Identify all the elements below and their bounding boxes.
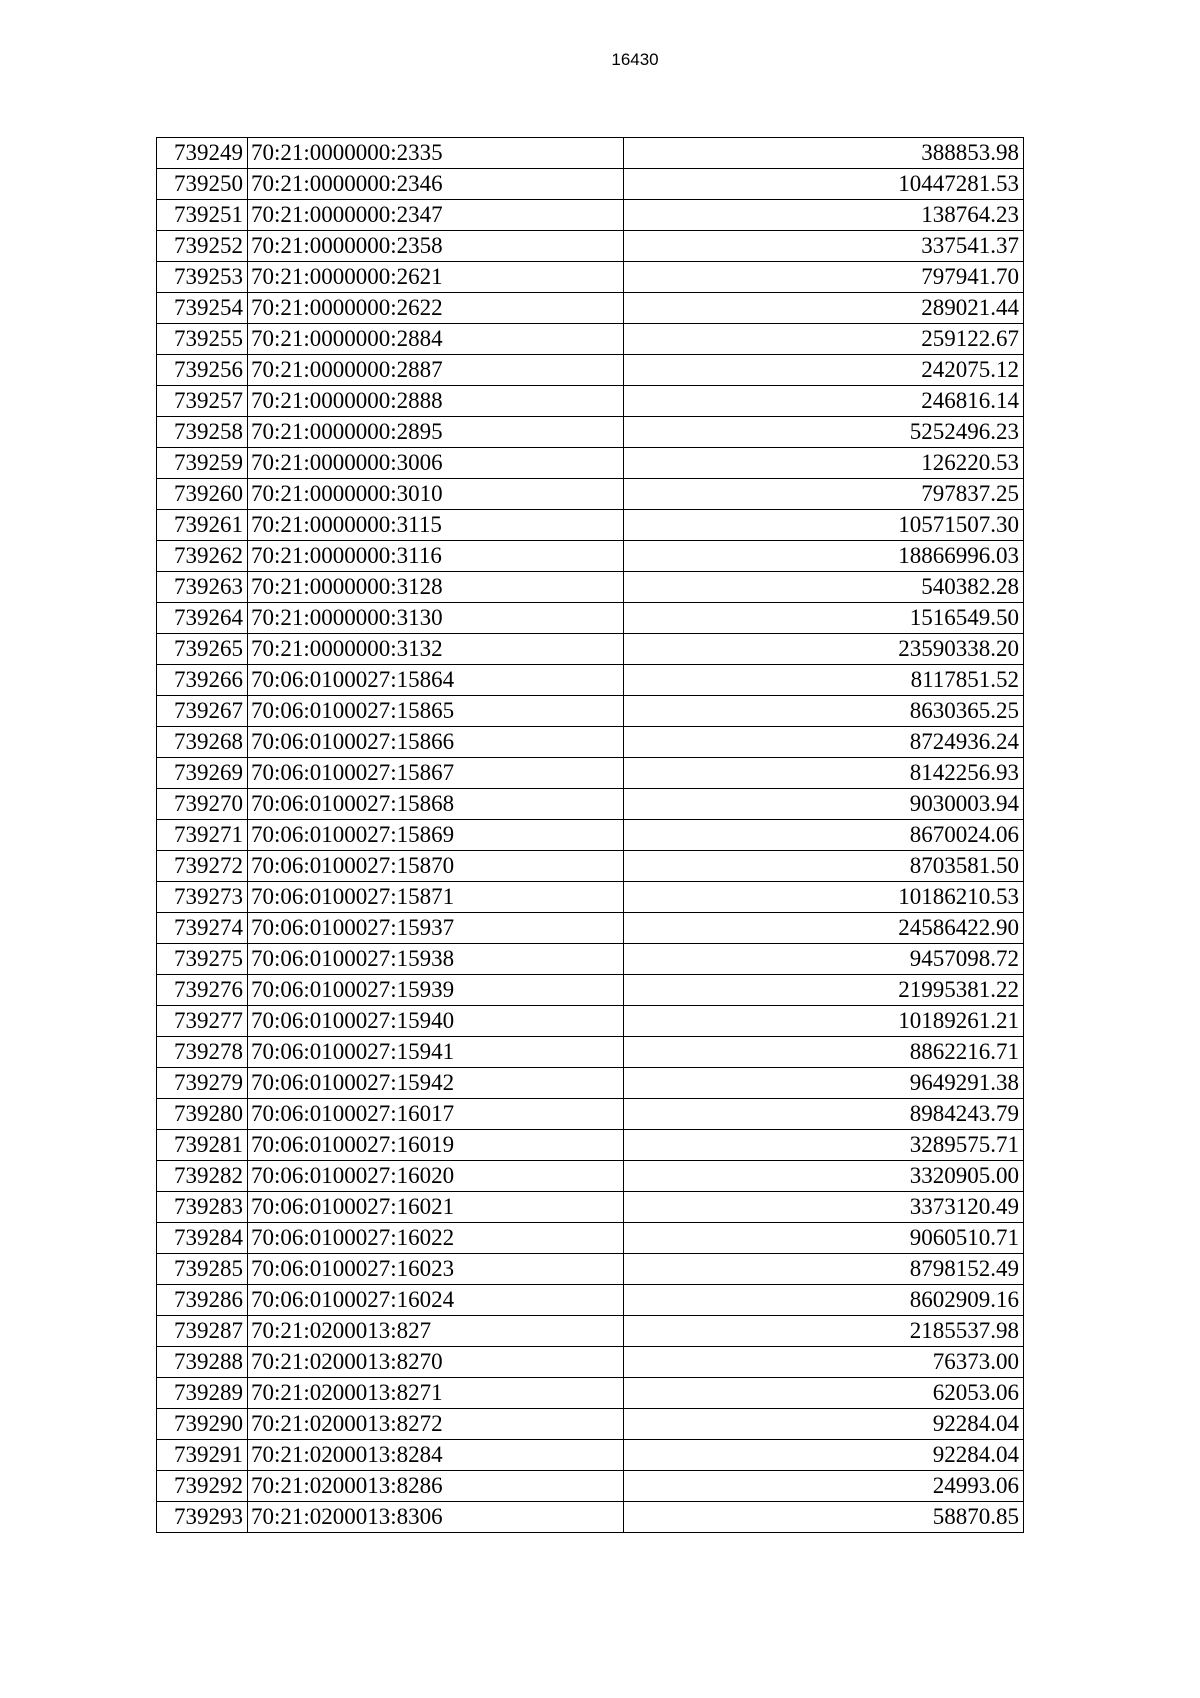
page-number: 16430 xyxy=(611,50,659,69)
table-row xyxy=(157,417,1024,448)
cadastral-value-cell: 5252496.23 xyxy=(624,417,1024,448)
table-row xyxy=(157,696,1024,727)
cadastral-value-cell: 3289575.71 xyxy=(624,1130,1024,1161)
table-row xyxy=(157,324,1024,355)
row-number-cell: 739258 xyxy=(157,417,248,448)
cadastral-value-cell: 10447281.53 xyxy=(624,169,1024,200)
cadastral-value-cell: 8630365.25 xyxy=(624,696,1024,727)
cadastral-number-cell: 70:21:0200013:8306 xyxy=(248,1502,624,1533)
table-row xyxy=(157,1347,1024,1378)
row-number-cell: 739282 xyxy=(157,1161,248,1192)
table-body xyxy=(157,138,1024,1533)
table-row xyxy=(157,1192,1024,1223)
table-row xyxy=(157,727,1024,758)
cadastral-value-cell: 10186210.53 xyxy=(624,882,1024,913)
table-row xyxy=(157,1502,1024,1533)
table-row xyxy=(157,913,1024,944)
cadastral-value-cell: 1516549.50 xyxy=(624,603,1024,634)
row-number-cell: 739257 xyxy=(157,386,248,417)
row-number-cell: 739293 xyxy=(157,1502,248,1533)
row-number-cell: 739265 xyxy=(157,634,248,665)
row-number-cell: 739286 xyxy=(157,1285,248,1316)
cadastral-value-cell: 126220.53 xyxy=(624,448,1024,479)
cadastral-number-cell: 70:06:0100027:16019 xyxy=(248,1130,624,1161)
row-number-cell: 739272 xyxy=(157,851,248,882)
cadastral-number-cell: 70:06:0100027:15868 xyxy=(248,789,624,820)
table-row xyxy=(157,882,1024,913)
cadastral-value-cell: 92284.04 xyxy=(624,1409,1024,1440)
table-row xyxy=(157,1254,1024,1285)
row-number-cell: 739280 xyxy=(157,1099,248,1130)
cadastral-value-cell: 289021.44 xyxy=(624,293,1024,324)
table-row xyxy=(157,1285,1024,1316)
table-row xyxy=(157,1316,1024,1347)
row-number-cell: 739276 xyxy=(157,975,248,1006)
cadastral-number-cell: 70:21:0000000:3132 xyxy=(248,634,624,665)
cadastral-number-cell: 70:06:0100027:15864 xyxy=(248,665,624,696)
cadastral-number-cell: 70:21:0000000:2884 xyxy=(248,324,624,355)
cadastral-number-cell: 70:21:0000000:2622 xyxy=(248,293,624,324)
cadastral-number-cell: 70:21:0200013:8271 xyxy=(248,1378,624,1409)
cadastral-value-cell: 58870.85 xyxy=(624,1502,1024,1533)
cadastral-value-cell: 388853.98 xyxy=(624,138,1024,169)
cadastral-value-cell: 10571507.30 xyxy=(624,510,1024,541)
row-number-cell: 739279 xyxy=(157,1068,248,1099)
table-row xyxy=(157,758,1024,789)
cadastral-value-cell: 8142256.93 xyxy=(624,758,1024,789)
row-number-cell: 739254 xyxy=(157,293,248,324)
cadastral-number-cell: 70:21:0200013:8270 xyxy=(248,1347,624,1378)
row-number-cell: 739264 xyxy=(157,603,248,634)
table-row xyxy=(157,1161,1024,1192)
cadastral-number-cell: 70:21:0000000:3010 xyxy=(248,479,624,510)
table-row xyxy=(157,1006,1024,1037)
cadastral-number-cell: 70:06:0100027:15941 xyxy=(248,1037,624,1068)
table-row xyxy=(157,944,1024,975)
cadastral-number-cell: 70:06:0100027:15938 xyxy=(248,944,624,975)
cadastral-value-cell: 797941.70 xyxy=(624,262,1024,293)
cadastral-value-cell: 2185537.98 xyxy=(624,1316,1024,1347)
cadastral-value-cell: 259122.67 xyxy=(624,324,1024,355)
cadastral-number-cell: 70:21:0000000:2895 xyxy=(248,417,624,448)
row-number-cell: 739262 xyxy=(157,541,248,572)
row-number-cell: 739291 xyxy=(157,1440,248,1471)
cadastral-value-cell: 8602909.16 xyxy=(624,1285,1024,1316)
cadastral-number-cell: 70:21:0000000:2888 xyxy=(248,386,624,417)
row-number-cell: 739283 xyxy=(157,1192,248,1223)
cadastral-value-cell: 8703581.50 xyxy=(624,851,1024,882)
row-number-cell: 739285 xyxy=(157,1254,248,1285)
cadastral-number-cell: 70:21:0000000:3130 xyxy=(248,603,624,634)
table-row xyxy=(157,603,1024,634)
table-row xyxy=(157,541,1024,572)
row-number-cell: 739270 xyxy=(157,789,248,820)
row-number-cell: 739273 xyxy=(157,882,248,913)
cadastral-value-cell: 3373120.49 xyxy=(624,1192,1024,1223)
table-row xyxy=(157,200,1024,231)
cadastral-number-cell: 70:21:0000000:3128 xyxy=(248,572,624,603)
row-number-cell: 739277 xyxy=(157,1006,248,1037)
cadastral-value-cell: 9457098.72 xyxy=(624,944,1024,975)
row-number-cell: 739249 xyxy=(157,138,248,169)
cadastral-number-cell: 70:21:0000000:3116 xyxy=(248,541,624,572)
cadastral-number-cell: 70:06:0100027:16020 xyxy=(248,1161,624,1192)
cadastral-value-cell: 10189261.21 xyxy=(624,1006,1024,1037)
cadastral-value-cell: 242075.12 xyxy=(624,355,1024,386)
row-number-cell: 739263 xyxy=(157,572,248,603)
row-number-cell: 739287 xyxy=(157,1316,248,1347)
row-number-cell: 739281 xyxy=(157,1130,248,1161)
row-number-cell: 739255 xyxy=(157,324,248,355)
cadastral-value-cell: 8984243.79 xyxy=(624,1099,1024,1130)
cadastral-number-cell: 70:21:0200013:8286 xyxy=(248,1471,624,1502)
table-row xyxy=(157,1130,1024,1161)
cadastral-number-cell: 70:21:0000000:2621 xyxy=(248,262,624,293)
cadastral-number-cell: 70:06:0100027:15871 xyxy=(248,882,624,913)
row-number-cell: 739250 xyxy=(157,169,248,200)
cadastral-value-cell: 8862216.71 xyxy=(624,1037,1024,1068)
row-number-cell: 739259 xyxy=(157,448,248,479)
row-number-cell: 739256 xyxy=(157,355,248,386)
row-number-cell: 739266 xyxy=(157,665,248,696)
cadastral-number-cell: 70:06:0100027:15867 xyxy=(248,758,624,789)
table-row xyxy=(157,634,1024,665)
table-row xyxy=(157,975,1024,1006)
cadastral-value-cell: 9649291.38 xyxy=(624,1068,1024,1099)
row-number-cell: 739271 xyxy=(157,820,248,851)
row-number-cell: 739251 xyxy=(157,200,248,231)
cadastral-value-cell: 9030003.94 xyxy=(624,789,1024,820)
cadastral-number-cell: 70:21:0200013:8272 xyxy=(248,1409,624,1440)
table-row xyxy=(157,169,1024,200)
row-number-cell: 739261 xyxy=(157,510,248,541)
cadastral-number-cell: 70:21:0000000:2335 xyxy=(248,138,624,169)
row-number-cell: 739278 xyxy=(157,1037,248,1068)
table-row xyxy=(157,665,1024,696)
table-row xyxy=(157,1471,1024,1502)
row-number-cell: 739260 xyxy=(157,479,248,510)
cadastral-value-cell: 9060510.71 xyxy=(624,1223,1024,1254)
cadastral-value-cell: 24993.06 xyxy=(624,1471,1024,1502)
cadastral-value-cell: 3320905.00 xyxy=(624,1161,1024,1192)
row-number-cell: 739274 xyxy=(157,913,248,944)
cadastral-value-cell: 8117851.52 xyxy=(624,665,1024,696)
table-row xyxy=(157,231,1024,262)
cadastral-value-table xyxy=(156,137,1024,1533)
row-number-cell: 739275 xyxy=(157,944,248,975)
cadastral-number-cell: 70:06:0100027:16023 xyxy=(248,1254,624,1285)
table-row xyxy=(157,1378,1024,1409)
cadastral-number-cell: 70:21:0000000:2346 xyxy=(248,169,624,200)
cadastral-number-cell: 70:06:0100027:16021 xyxy=(248,1192,624,1223)
cadastral-number-cell: 70:21:0000000:3115 xyxy=(248,510,624,541)
table-row xyxy=(157,1037,1024,1068)
cadastral-number-cell: 70:06:0100027:16017 xyxy=(248,1099,624,1130)
table-row xyxy=(157,138,1024,169)
table-row xyxy=(157,355,1024,386)
cadastral-value-cell: 18866996.03 xyxy=(624,541,1024,572)
cadastral-value-cell: 797837.25 xyxy=(624,479,1024,510)
cadastral-value-cell: 138764.23 xyxy=(624,200,1024,231)
cadastral-number-cell: 70:06:0100027:15866 xyxy=(248,727,624,758)
row-number-cell: 739290 xyxy=(157,1409,248,1440)
cadastral-number-cell: 70:21:0000000:2358 xyxy=(248,231,624,262)
cadastral-number-cell: 70:06:0100027:15865 xyxy=(248,696,624,727)
table-row xyxy=(157,293,1024,324)
table-row xyxy=(157,851,1024,882)
cadastral-number-cell: 70:06:0100027:15937 xyxy=(248,913,624,944)
cadastral-value-cell: 21995381.22 xyxy=(624,975,1024,1006)
table-row xyxy=(157,448,1024,479)
table-row xyxy=(157,1068,1024,1099)
cadastral-value-cell: 23590338.20 xyxy=(624,634,1024,665)
cadastral-value-cell: 8798152.49 xyxy=(624,1254,1024,1285)
cadastral-number-cell: 70:06:0100027:15870 xyxy=(248,851,624,882)
table-row xyxy=(157,572,1024,603)
cadastral-number-cell: 70:06:0100027:15942 xyxy=(248,1068,624,1099)
cadastral-number-cell: 70:21:0000000:2347 xyxy=(248,200,624,231)
table-row xyxy=(157,789,1024,820)
row-number-cell: 739267 xyxy=(157,696,248,727)
cadastral-value-cell: 62053.06 xyxy=(624,1378,1024,1409)
row-number-cell: 739288 xyxy=(157,1347,248,1378)
cadastral-number-cell: 70:06:0100027:16024 xyxy=(248,1285,624,1316)
table-row xyxy=(157,1409,1024,1440)
cadastral-number-cell: 70:06:0100027:16022 xyxy=(248,1223,624,1254)
table-row xyxy=(157,510,1024,541)
cadastral-value-cell: 24586422.90 xyxy=(624,913,1024,944)
table-row xyxy=(157,262,1024,293)
cadastral-value-cell: 92284.04 xyxy=(624,1440,1024,1471)
row-number-cell: 739292 xyxy=(157,1471,248,1502)
row-number-cell: 739284 xyxy=(157,1223,248,1254)
table-row xyxy=(157,1099,1024,1130)
cadastral-value-cell: 8724936.24 xyxy=(624,727,1024,758)
cadastral-number-cell: 70:06:0100027:15939 xyxy=(248,975,624,1006)
cadastral-number-cell: 70:06:0100027:15869 xyxy=(248,820,624,851)
table-row xyxy=(157,386,1024,417)
cadastral-number-cell: 70:21:0000000:3006 xyxy=(248,448,624,479)
row-number-cell: 739268 xyxy=(157,727,248,758)
row-number-cell: 739289 xyxy=(157,1378,248,1409)
cadastral-number-cell: 70:21:0200013:827 xyxy=(248,1316,624,1347)
cadastral-value-cell: 540382.28 xyxy=(624,572,1024,603)
cadastral-number-cell: 70:21:0000000:2887 xyxy=(248,355,624,386)
cadastral-number-cell: 70:21:0200013:8284 xyxy=(248,1440,624,1471)
table-row xyxy=(157,479,1024,510)
table-row xyxy=(157,1440,1024,1471)
table-row xyxy=(157,1223,1024,1254)
cadastral-value-cell: 76373.00 xyxy=(624,1347,1024,1378)
cadastral-value-cell: 337541.37 xyxy=(624,231,1024,262)
cadastral-value-cell: 246816.14 xyxy=(624,386,1024,417)
row-number-cell: 739253 xyxy=(157,262,248,293)
cadastral-number-cell: 70:06:0100027:15940 xyxy=(248,1006,624,1037)
cadastral-value-cell: 8670024.06 xyxy=(624,820,1024,851)
row-number-cell: 739269 xyxy=(157,758,248,789)
table-row xyxy=(157,820,1024,851)
row-number-cell: 739252 xyxy=(157,231,248,262)
